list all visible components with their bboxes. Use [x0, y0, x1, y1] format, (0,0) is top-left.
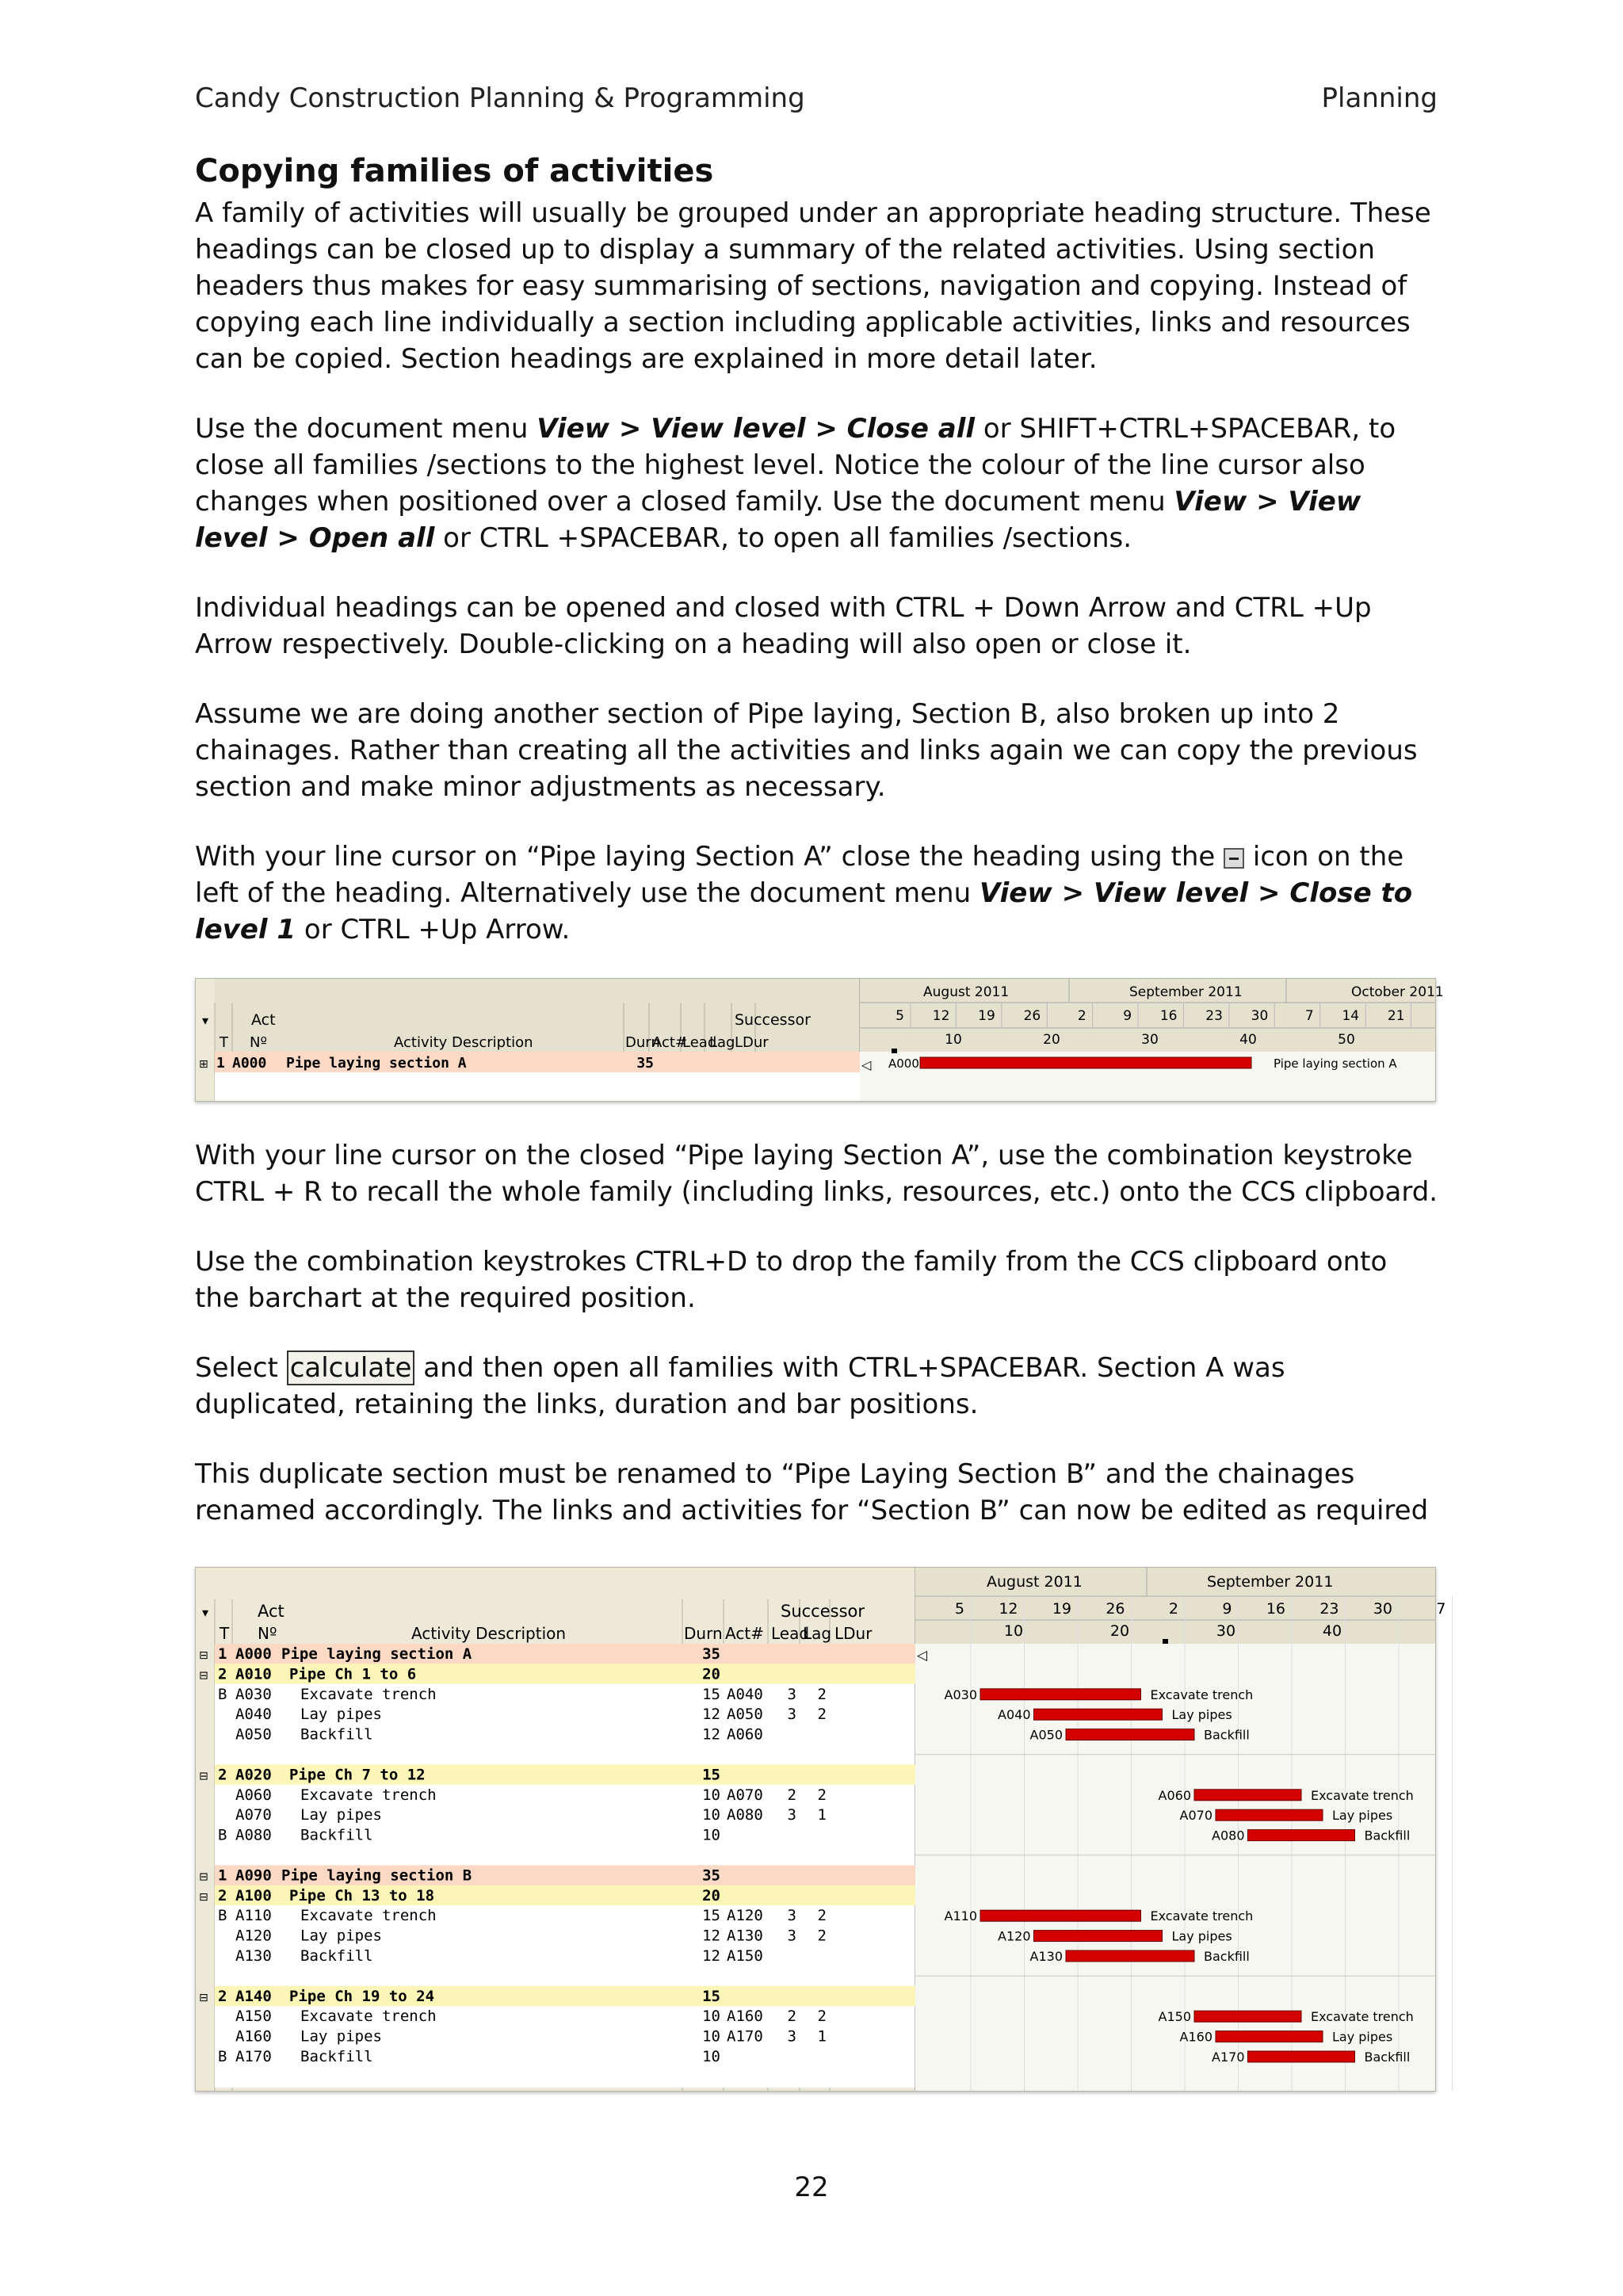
- menu-path-close-all: View > View level > Close all: [537, 413, 976, 445]
- day-tick-label: 30: [1373, 1600, 1392, 1618]
- paragraph-drop: Use the combination keystrokes CTRL+D to drop the family from the CCS clipboard onto the barchart at the required position.: [195, 1246, 1388, 1314]
- month-label: September 2011: [1129, 984, 1243, 1000]
- col-lag-label: Lag: [803, 1624, 832, 1643]
- paragraph-close-heading: [195, 839, 1439, 948]
- week-tick-label: 30: [1141, 1032, 1159, 1048]
- bar-act-label: A080: [1212, 1828, 1245, 1843]
- row-act: A090: [235, 1866, 272, 1885]
- row-desc: Pipe Ch 7 to 12: [289, 1766, 426, 1784]
- day-tick-label: 23: [1205, 1008, 1223, 1024]
- activity-bar: [1066, 1950, 1194, 1962]
- text-run: and then open all families with CTRL+SPACEBAR. Section A was duplicated, retaining the links, duration and bar positions.: [195, 1352, 1285, 1420]
- page-number: 22: [794, 2172, 829, 2203]
- activity-bar: [1194, 1790, 1301, 1801]
- day-tick-label: 16: [1266, 1600, 1285, 1618]
- activity-bar: [1194, 2011, 1301, 2022]
- row-durn: 20: [702, 1886, 720, 1904]
- bar-name-label: Pipe laying section A: [1274, 1056, 1397, 1071]
- row-lead: 3: [787, 1806, 796, 1824]
- row-lag: 2: [817, 1706, 827, 1724]
- row-desc: Pipe Ch 1 to 6: [289, 1665, 417, 1683]
- bar-name-label: Backfill: [1204, 1727, 1250, 1743]
- calculate-button[interactable]: calculate: [287, 1350, 415, 1385]
- row-act: A070: [235, 1806, 272, 1824]
- row-lead: 3: [787, 1907, 796, 1925]
- row-successor: A060: [727, 1725, 763, 1744]
- day-tick-label: 23: [1319, 1600, 1339, 1618]
- col-ldur-label: LDur: [735, 1034, 769, 1051]
- row-desc: Backfill: [300, 2048, 373, 2065]
- row-durn: 12: [702, 1725, 720, 1744]
- bar-name-label: Lay pipes: [1332, 1808, 1393, 1824]
- paragraph-recall: With your line cursor on the closed “Pipe laying Section A”, use the combination keystroke CTRL + R to recall the whole family (including links, resources, etc.) onto the CCS clipboard.: [195, 1140, 1438, 1208]
- row-successor: A040: [727, 1685, 763, 1703]
- bar-act-label: A110: [944, 1908, 977, 1924]
- row-act: A130: [235, 1947, 272, 1965]
- col-successor-label: Successor: [781, 1602, 865, 1621]
- today-marker: [892, 1049, 897, 1053]
- day-tick-label: 9: [1123, 1008, 1132, 1024]
- col-act-label: Act: [258, 1602, 285, 1621]
- bar-act-label: A040: [998, 1707, 1031, 1723]
- activity-bar: [980, 1689, 1141, 1700]
- bar-act-label: A130: [1029, 1949, 1063, 1964]
- col-successor-label: Successor: [735, 1011, 811, 1029]
- row-act: A120: [235, 1927, 272, 1945]
- row-act: A060: [235, 1786, 272, 1804]
- text-run: icon on the left of the heading. Alternatively use the document menu: [195, 841, 1404, 909]
- week-tick-label: 40: [1322, 1622, 1342, 1640]
- collapse-arrows-icon: ▾: [202, 1605, 209, 1620]
- day-tick-label: 9: [1222, 1600, 1232, 1618]
- bar-act-label: A120: [998, 1928, 1031, 1944]
- row-desc: Pipe Ch 19 to 24: [289, 1987, 435, 2005]
- row-act: A080: [235, 1826, 272, 1844]
- row-act: A160: [235, 2027, 272, 2046]
- line-cursor-icon: ◁: [917, 1648, 928, 1664]
- month-label: October 2011: [1351, 984, 1444, 1000]
- row-lag: 2: [817, 2008, 827, 2026]
- col-lead-label: Lead: [682, 1034, 717, 1051]
- row-type: B: [218, 1907, 227, 1925]
- row-durn: 20: [702, 1665, 720, 1683]
- bar-act-label: A050: [1029, 1727, 1063, 1743]
- row-level: 2: [218, 1886, 227, 1904]
- row-lead: 3: [787, 1706, 796, 1724]
- collapse-box-icon: ⊟: [199, 1890, 208, 1904]
- row-level: 1: [218, 1645, 227, 1663]
- bar-name-label: Backfill: [1204, 1949, 1250, 1964]
- collapse-box-icon: ⊟: [199, 1770, 208, 1783]
- month-label: August 2011: [923, 984, 1010, 1000]
- collapse-box-icon: ⊟: [199, 1991, 208, 2004]
- barchart-screenshot-collapsed: [195, 978, 1444, 1102]
- row-act: A000: [235, 1645, 272, 1663]
- row-successor: A130: [727, 1927, 763, 1945]
- row-type: B: [218, 2048, 227, 2065]
- row-desc: Lay pipes: [300, 1806, 382, 1824]
- row-level: 1: [218, 1866, 227, 1885]
- row-lead: 2: [787, 2008, 796, 2026]
- col-lead-label: Lead: [771, 1624, 810, 1643]
- row-empty: [215, 1072, 860, 1101]
- paragraph-headings: Individual headings can be opened and closed with CTRL + Down Arrow and CTRL +Up Arrow respectively. Double-clicking on a heading will also open or close it.: [195, 592, 1372, 660]
- row-desc: Excavate trench: [300, 1685, 437, 1703]
- bar-name-label: Lay pipes: [1171, 1928, 1232, 1944]
- row-act: A000: [232, 1055, 267, 1072]
- row-durn: 15: [702, 1685, 720, 1703]
- day-tick-label: 12: [932, 1008, 950, 1024]
- row-type: B: [218, 1685, 227, 1703]
- row-lead: 2: [787, 1786, 796, 1804]
- row-lag: 2: [817, 1927, 827, 1945]
- row-act: A050: [235, 1725, 272, 1744]
- day-tick-label: 12: [999, 1600, 1018, 1618]
- week-tick-label: 40: [1239, 1032, 1257, 1048]
- day-tick-label: 5: [896, 1008, 904, 1024]
- row-lead: 3: [787, 1927, 796, 1945]
- row-level: 1: [216, 1055, 225, 1072]
- month-label: August 2011: [987, 1573, 1083, 1591]
- row-desc: Pipe Ch 13 to 18: [289, 1886, 435, 1904]
- day-tick-label: 14: [1342, 1008, 1360, 1024]
- row-desc: Pipe laying section A: [286, 1055, 467, 1072]
- row-durn: 12: [702, 1706, 720, 1724]
- col-ldur-label: LDur: [834, 1624, 873, 1643]
- row-successor: A120: [727, 1907, 763, 1925]
- bar-act-label: A060: [1158, 1787, 1191, 1803]
- bar-act-label: A070: [1179, 1808, 1212, 1824]
- today-marker: [1163, 1639, 1168, 1644]
- row-act: A040: [235, 1706, 272, 1724]
- day-tick-label: 26: [1023, 1008, 1041, 1024]
- text-run: Use the document menu: [195, 413, 537, 445]
- row-durn: 10: [702, 2008, 720, 2026]
- row-act: A110: [235, 1907, 272, 1925]
- row-desc: Backfill: [300, 1947, 373, 1965]
- row-durn: 10: [702, 1806, 720, 1824]
- bar-name-label: Lay pipes: [1332, 2029, 1393, 2045]
- activity-bar: [1034, 1709, 1163, 1720]
- row-durn: 35: [702, 1866, 720, 1885]
- bar-name-label: Backfill: [1364, 2050, 1411, 2065]
- row-successor: A170: [727, 2027, 763, 2046]
- week-tick-label: 30: [1216, 1622, 1236, 1640]
- menu-path-close-level: View > View level > Close to level 1: [195, 877, 1413, 946]
- col-no-label: Nº: [250, 1034, 267, 1051]
- day-tick-label: 19: [1052, 1600, 1071, 1618]
- row-desc: Lay pipes: [300, 2027, 382, 2046]
- col-actnum-label: Act#: [652, 1034, 688, 1051]
- day-tick-label: 5: [954, 1600, 964, 1618]
- row-type: B: [218, 1826, 227, 1844]
- bar-act-label: A170: [1212, 2050, 1245, 2065]
- row-desc: Backfill: [300, 1725, 373, 1744]
- row-act: A010: [235, 1665, 272, 1683]
- row-durn: 35: [702, 1645, 720, 1663]
- text-run: or SHIFT+CTRL+SPACEBAR, to close all families /sections to the highest level. Notice the colour of the line cursor also changes when positioned over a closed family. Use the document menu: [195, 413, 1396, 518]
- collapse-box-icon: ⊟: [199, 1870, 208, 1884]
- barchart-screenshot-expanded: [195, 1567, 1446, 2092]
- row-desc: Excavate trench: [300, 1907, 437, 1925]
- line-cursor-icon: ◁: [861, 1057, 872, 1072]
- summary-bar: [920, 1057, 1251, 1068]
- collapse-arrows-icon: ▾: [202, 1013, 209, 1028]
- collapse-box-icon: [1224, 848, 1244, 869]
- running-header-right: Planning: [1321, 82, 1438, 114]
- day-tick-label: 7: [1436, 1600, 1446, 1618]
- page-body: [195, 151, 1439, 948]
- row-successor: A150: [727, 1947, 763, 1965]
- row-successor: A070: [727, 1786, 763, 1804]
- row-act: A170: [235, 2048, 272, 2065]
- bar-act-label: A030: [944, 1687, 977, 1702]
- row-durn: 10: [702, 2048, 720, 2065]
- activity-bar: [980, 1910, 1141, 1921]
- week-tick-label: 10: [945, 1032, 962, 1048]
- activity-bar: [1034, 1931, 1163, 1942]
- row-act: A030: [235, 1685, 272, 1703]
- activity-bar: [1248, 1830, 1355, 1841]
- row-desc: Lay pipes: [300, 1706, 382, 1724]
- day-tick-label: 30: [1251, 1008, 1269, 1024]
- day-tick-label: 26: [1106, 1600, 1125, 1618]
- paragraph-calculate: [195, 1350, 1439, 1423]
- expand-box-icon: ⊞: [199, 1058, 208, 1071]
- text-run: Select: [195, 1352, 287, 1384]
- row-lead: 3: [787, 1685, 796, 1703]
- row-successor: A080: [727, 1806, 763, 1824]
- section-title: Copying families of activities: [195, 153, 714, 189]
- col-lag-label: Lag: [709, 1034, 735, 1051]
- paragraph-rename: This duplicate section must be renamed to “Pipe Laying Section B” and the chainages renamed accordingly. The links and activities for “Section B” can now be edited as required: [195, 1458, 1429, 1526]
- row-level: 2: [218, 1766, 227, 1784]
- col-durn-label: Durn: [625, 1034, 660, 1051]
- col-t-label: T: [220, 1624, 230, 1643]
- text-run: With your line cursor on “Pipe laying Section A” close the heading using the: [195, 841, 1224, 873]
- row-durn: 10: [702, 1826, 720, 1844]
- col-act-label: Act: [251, 1011, 276, 1029]
- activity-bar: [1066, 1729, 1194, 1740]
- col-desc-label: Activity Description: [411, 1624, 567, 1643]
- paragraph-assume: Assume we are doing another section of Pipe laying, Section B, also broken up into 2 chainages. Rather than creating all the activities and links again we can copy the previous section and make minor adjustments as necessary.: [195, 698, 1418, 803]
- menu-path-open-all: View > View level > Open all: [195, 486, 1361, 554]
- week-tick-label: 20: [1043, 1032, 1060, 1048]
- row-durn: 12: [702, 1947, 720, 1965]
- bar-name-label: Lay pipes: [1171, 1707, 1232, 1723]
- paragraph-close-all: [195, 411, 1439, 556]
- running-header-left: Candy Construction Planning & Programming: [195, 82, 805, 114]
- day-tick-label: 21: [1387, 1008, 1405, 1024]
- bar-act-label: A150: [1158, 2009, 1191, 2025]
- row-desc: Excavate trench: [300, 2008, 437, 2026]
- row-lag: 2: [817, 1907, 827, 1925]
- row-durn: 15: [702, 1907, 720, 1925]
- row-desc: Lay pipes: [300, 1927, 382, 1945]
- row-act: A020: [235, 1766, 272, 1784]
- row-lag: 1: [817, 2027, 827, 2046]
- activity-bar: [1216, 2031, 1323, 2042]
- day-tick-label: 16: [1159, 1008, 1178, 1024]
- row-act: A140: [235, 1987, 272, 2005]
- week-tick-label: 10: [1003, 1622, 1024, 1640]
- day-tick-label: 2: [1077, 1008, 1086, 1024]
- row-act: A150: [235, 2008, 272, 2026]
- bar-name-label: Backfill: [1364, 1828, 1411, 1843]
- row-lag: 1: [817, 1806, 827, 1824]
- row-level: 2: [218, 1665, 227, 1683]
- bar-act-label: A000: [888, 1056, 919, 1071]
- row-durn: 15: [702, 1766, 720, 1784]
- row-lag: 2: [817, 1685, 827, 1703]
- col-actnum-label: Act#: [725, 1624, 764, 1643]
- row-successor: A160: [727, 2008, 763, 2026]
- col-desc-label: Activity Description: [394, 1034, 533, 1051]
- bar-name-label: Excavate trench: [1311, 1787, 1414, 1803]
- activity-bar: [1248, 2051, 1355, 2062]
- week-tick-label: 50: [1338, 1032, 1355, 1048]
- text-run: or CTRL +Up Arrow.: [296, 914, 571, 946]
- row-desc: Pipe laying section B: [281, 1866, 472, 1885]
- activity-bar: [1216, 1809, 1323, 1820]
- row-durn: 12: [702, 1927, 720, 1945]
- month-label: September 2011: [1207, 1573, 1334, 1591]
- col-t-label: T: [220, 1034, 228, 1051]
- row-desc: Backfill: [300, 1826, 373, 1844]
- row-durn: 10: [702, 1786, 720, 1804]
- bar-act-label: A160: [1179, 2029, 1212, 2045]
- barchart-expanded-svg: [196, 1568, 1446, 2091]
- row-act: A100: [235, 1886, 272, 1904]
- row-successor: A050: [727, 1706, 763, 1724]
- row-desc: Excavate trench: [300, 1786, 437, 1804]
- barchart-collapsed-svg: [196, 979, 1444, 1101]
- row-desc: Pipe laying section A: [281, 1645, 472, 1663]
- bar-name-label: Excavate trench: [1150, 1908, 1254, 1924]
- paragraph-intro: A family of activities will usually be grouped under an appropriate heading structure. These headings can be closed up to display a summary of the related activities. Using section headers thus makes for easy summarising of sections, navigation and copying. Instead of copying each line individually a section including applicable activities, links and resources can be copied. Section headings are explained in more detail later.: [195, 197, 1431, 375]
- bar-name-label: Excavate trench: [1311, 2009, 1414, 2025]
- day-tick-label: 19: [978, 1008, 995, 1024]
- row-level: 2: [218, 1987, 227, 2005]
- text-run: or CTRL +SPACEBAR, to open all families /sections.: [434, 522, 1132, 554]
- collapse-box-icon: ⊟: [199, 1649, 208, 1662]
- row-durn: 10: [702, 2027, 720, 2046]
- row-lead: 3: [787, 2027, 796, 2046]
- row-durn: 35: [636, 1055, 654, 1072]
- collapse-box-icon: ⊟: [199, 1669, 208, 1683]
- row-lag: 2: [817, 1786, 827, 1804]
- page-body-middle: [195, 1137, 1439, 1529]
- col-durn-label: Durn: [684, 1624, 723, 1643]
- bar-name-label: Excavate trench: [1150, 1687, 1254, 1702]
- week-tick-label: 20: [1109, 1622, 1130, 1640]
- day-tick-label: 7: [1304, 1008, 1314, 1024]
- day-tick-label: 2: [1168, 1600, 1178, 1618]
- row-durn: 15: [702, 1987, 720, 2005]
- col-no-label: Nº: [258, 1624, 277, 1643]
